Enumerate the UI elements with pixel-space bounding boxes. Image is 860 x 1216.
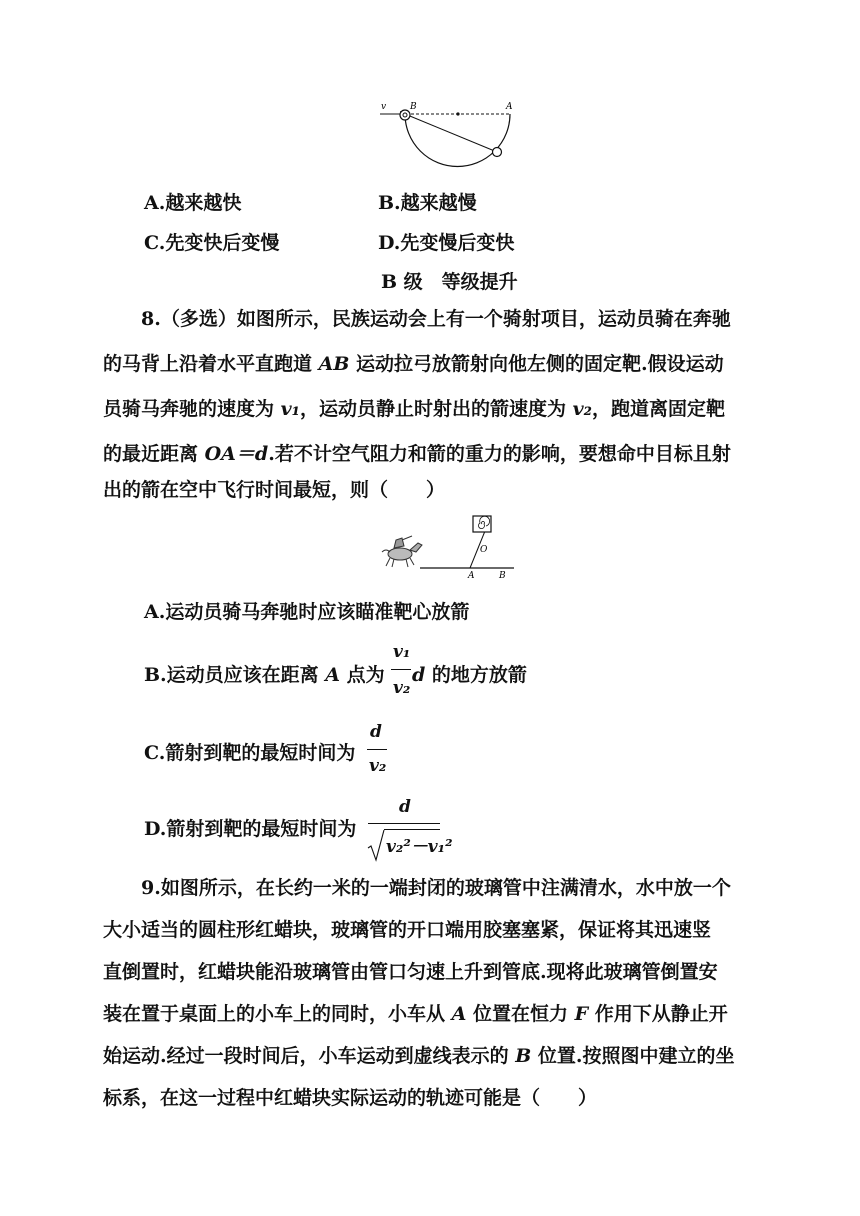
q9-text-5b: 位置.按照图中建立的坐 [531,1045,735,1067]
q7-option-c: C.先变快后变慢 [144,232,280,254]
label-v: v [381,102,387,112]
q8-line-1 [103,297,763,342]
q9-text-6: 标系，在这一过程中红蜡块实际运动的轨迹可能是（ ） [103,1087,598,1109]
q8-text-3c: ，跑道离固定靶 [592,398,726,420]
q8-option-b-pre: B.运动员应该在距离 [144,664,326,686]
q8-option-c: C.箭射到靶的最短时间为 [144,742,356,764]
q8-option-b-denominator: v₂ [393,678,411,698]
sqrt-sign-icon [366,828,386,862]
q9-text-A: A [451,1003,467,1025]
q8-option-d-fraction-bar [368,823,440,824]
q9-text-4b: 位置在恒力 [466,1003,575,1025]
q7-option-a: A.越来越快 [144,192,242,214]
label-B: B [410,102,417,112]
q7-option-d: D.先变慢后变快 [378,232,515,254]
q8-text-v1: v₁ [280,398,300,420]
q8-text-3b: ，运动员静止时射出的箭速度为 [300,398,573,420]
q8-line-3 [103,387,763,432]
center-dot [456,112,459,115]
q8-option-d-denominator: v₂²－v₁² [386,837,453,857]
q8-option-b [144,660,385,687]
q8-text-4a: 的最近距离 [103,443,205,465]
q9-line-2 [103,908,763,953]
q8-option-c-fraction-bar [367,749,387,750]
semicircle-arc [405,114,510,167]
q8-option-b-mid: 点为 [340,664,385,686]
label-B2: B [499,571,506,581]
q9-text-5a: 始运动.经过一段时间后，小车运动到虚线表示的 [103,1045,516,1067]
label-A: A [506,102,513,112]
q9-text-4a: 装在置于桌面上的小车上的同时，小车从 [103,1003,452,1025]
sqrt-overline [384,829,440,830]
q8-text-5: 出的箭在空中飞行时间最短，则（ ） [103,479,446,501]
q8-option-b-d: d [412,664,426,686]
q9-line-4 [103,992,763,1037]
q8-text-ab: AB [318,353,350,375]
archery-figure [376,512,516,584]
q8-option-b-fraction-bar [391,669,411,670]
ring-icon [493,148,502,157]
label-O: O [480,545,488,555]
q7-option-b: B.越来越慢 [378,192,477,214]
q8-text-4b: .若不计空气阻力和箭的重力的影响，要想命中目标且射 [268,443,731,465]
q8-option-c-numerator: d [370,722,382,742]
q9-text-3: 直倒置时，红蜡块能沿玻璃管由管口匀速上升到管底.现将此玻璃管倒置安 [103,961,718,983]
q8-option-b-numerator: v₁ [393,642,411,662]
horse-rider-icon [382,536,422,567]
q9-line-6 [103,1076,763,1121]
q8-option-d: D.箭射到靶的最短时间为 [144,818,357,840]
semicircle-track-figure [372,100,522,175]
q9-text-4c: 作用下从静止开 [588,1003,728,1025]
q8-option-d-numerator: d [399,797,411,817]
rope-line [405,114,497,152]
q8-option-b-A: A [325,664,341,686]
q8-option-c-denominator: v₂ [369,756,387,776]
pulley-icon [400,110,410,120]
q9-text-F: F [574,1003,589,1025]
q8-text-oa: OA＝d [204,443,269,465]
q8-text-3a: 员骑马奔驰的速度为 [103,398,281,420]
label-A2: A [468,571,475,581]
q8-option-a: A.运动员骑马奔驰时应该瞄准靶心放箭 [144,601,470,623]
q8-text-2b: 运动拉弓放箭射向他左侧的固定靶.假设运动 [349,353,724,375]
q8-line-5 [103,468,763,513]
q8-text-2a: 的马背上沿着水平直跑道 [103,353,319,375]
q8-text-1: 8.（多选）如图所示，民族运动会上有一个骑射项目，运动员骑在奔驰 [141,308,731,330]
q9-text-1: 9.如图所示，在长约一米的一端封闭的玻璃管中注满清水，水中放一个 [141,877,731,899]
section-title: B 级 等级提升 [381,271,518,293]
q9-line-3 [103,950,763,995]
q8-option-b-post: 的地方放箭 [425,664,527,686]
q9-line-1 [103,866,763,911]
q8-option-b-tail [412,660,527,687]
q8-text-v2: v₂ [572,398,592,420]
q8-line-2 [103,342,763,387]
q9-text-B: B [515,1045,532,1067]
q9-line-5 [103,1034,763,1079]
q9-text-2: 大小适当的圆柱形红蜡块，玻璃管的开口端用胶塞塞紧，保证将其迅速竖 [103,919,712,941]
